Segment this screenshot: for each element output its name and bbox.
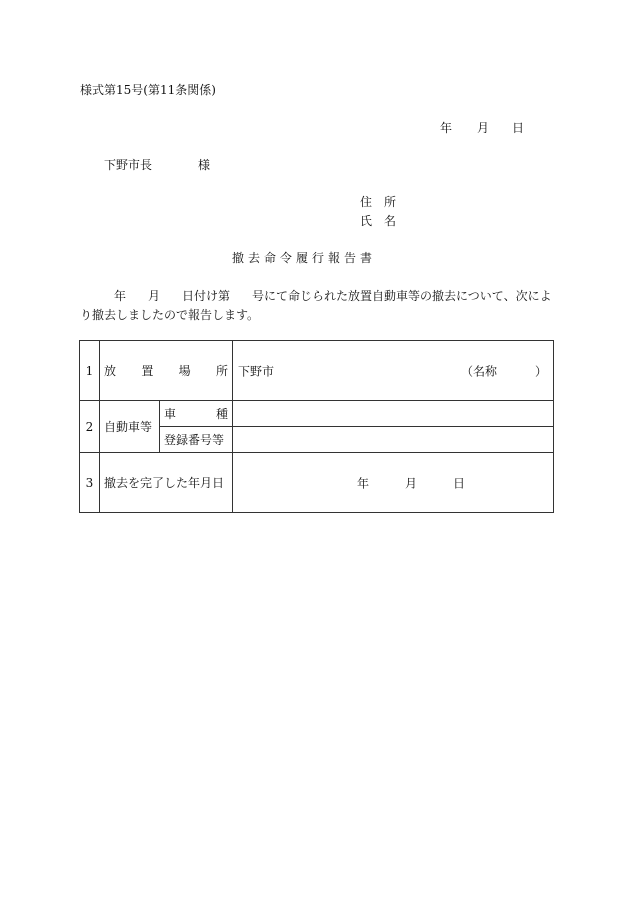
address-label: 住 所 (360, 195, 397, 209)
completion-day: 日 (453, 476, 466, 490)
form-number: 様式第15号(第11条関係) (80, 83, 216, 97)
document-title: 撤去命令履行報告書 (232, 251, 377, 265)
place-label: 放 置 場 所 (100, 341, 233, 401)
name-label: 氏 名 (360, 214, 397, 228)
place-value-field[interactable] (233, 341, 554, 401)
place-name-close: ） (535, 364, 548, 378)
row-number: 2 (80, 401, 100, 453)
completion-date-label: 撤去を完了した年月日 (100, 453, 233, 513)
place-city: 下野市 (238, 364, 275, 378)
body-line1-rest: 号にて命じられた放置自動車等の撤去について、次によ (252, 289, 552, 303)
vehicle-type-field[interactable] (233, 401, 554, 427)
addressee-honorific: 様 (198, 158, 211, 172)
report-table (79, 340, 554, 513)
table-row (80, 453, 554, 513)
addressee (104, 156, 210, 173)
registration-number-field[interactable] (233, 427, 554, 453)
body-year: 年 (114, 289, 127, 303)
body-line-2: り撤去しましたので報告します。 (80, 308, 260, 322)
vehicle-label: 自動車等 (100, 401, 160, 453)
registration-number-label: 登録番号等 (160, 427, 233, 453)
row-number: 3 (80, 453, 100, 513)
table-row (80, 401, 554, 427)
completion-month: 月 (405, 476, 418, 490)
date-day-label: 日 (512, 121, 525, 135)
completion-year: 年 (357, 476, 370, 490)
body-month: 月 (148, 289, 161, 303)
date-year-label: 年 (440, 121, 453, 135)
vehicle-type-label: 車 種 (160, 401, 233, 427)
table-row (80, 341, 554, 401)
body-line-1 (80, 287, 552, 304)
place-name-open: （名称 (461, 364, 498, 378)
addressee-name: 下野市長 (104, 158, 153, 172)
row-number: 1 (80, 341, 100, 401)
date-month-label: 月 (477, 121, 490, 135)
completion-date-field[interactable] (233, 453, 554, 513)
body-date-prefix: 日付け第 (182, 289, 231, 303)
header-date (440, 119, 524, 136)
